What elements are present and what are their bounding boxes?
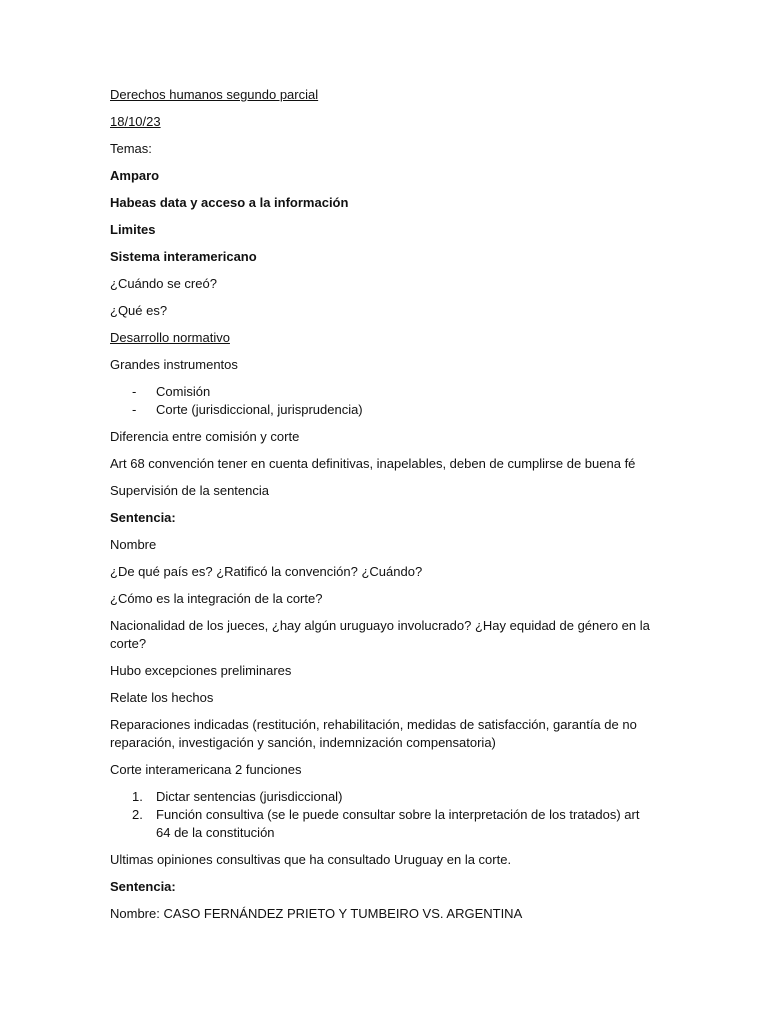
topics-label: Temas: xyxy=(110,141,152,156)
list-number: 2. xyxy=(132,807,143,822)
question-cuando-creo: ¿Cuándo se creó? xyxy=(110,276,217,291)
document-body xyxy=(110,86,655,932)
list-item xyxy=(110,788,655,806)
corte-funciones-line: Corte interamericana 2 funciones xyxy=(110,762,302,777)
funciones-list xyxy=(110,788,655,842)
nombre-caso-line: Nombre: CASO FERNÁNDEZ PRIETO Y TUMBEIRO VS. ARGENTINA xyxy=(110,906,523,921)
document-title: Derechos humanos segundo parcial xyxy=(110,87,319,102)
nombre-line: Nombre xyxy=(110,537,157,552)
question-que-es: ¿Qué es? xyxy=(110,303,168,318)
reparaciones-line: Reparaciones indicadas (restitución, rehabilitación, medidas de satisfacción, garantía de no reparación, investigación y sanción, indemnización compensatoria) xyxy=(110,717,637,750)
topic-sistema-interamericano: Sistema interamericano xyxy=(110,249,257,264)
document-date: 18/10/23 xyxy=(110,114,161,129)
nacionalidad-question: Nacionalidad de los jueces, ¿hay algún uruguayo involucrado? ¿Hay equidad de género en la corte? xyxy=(110,618,650,651)
art68-line: Art 68 convención tener en cuenta definitivas, inapelables, deben de cumplirse de buena fé xyxy=(110,456,636,471)
list-text: Función consultiva (se le puede consultar sobre la interpretación de los tratados) art 64 de la constitución xyxy=(156,807,640,840)
list-item xyxy=(110,806,655,842)
supervision-line: Supervisión de la sentencia xyxy=(110,483,269,498)
list-text: Dictar sentencias (jurisdiccional) xyxy=(156,789,343,804)
list-number: 1. xyxy=(132,789,143,804)
ultimas-line: Ultimas opiniones consultivas que ha consultado Uruguay en la corte. xyxy=(110,852,512,867)
excepciones-line: Hubo excepciones preliminares xyxy=(110,663,292,678)
integracion-question: ¿Cómo es la integración de la corte? xyxy=(110,591,323,606)
topic-limites: Limites xyxy=(110,222,156,237)
diferencia-line: Diferencia entre comisión y corte xyxy=(110,429,300,444)
list-item: - Corte (jurisdiccional, jurisprudencia) xyxy=(110,401,655,419)
sentencia-heading-2: Sentencia: xyxy=(110,879,176,894)
hechos-line: Relate los hechos xyxy=(110,690,214,705)
pais-question: ¿De qué país es? ¿Ratificó la convención? ¿Cuándo? xyxy=(110,564,423,579)
topic-habeas-data: Habeas data y acceso a la información xyxy=(110,195,349,210)
topic-amparo: Amparo xyxy=(110,168,160,183)
list-item: - Comisión xyxy=(110,383,655,401)
sentencia-heading: Sentencia: xyxy=(110,510,176,525)
section-desarrollo-normativo: Desarrollo normativo xyxy=(110,330,230,345)
instrumentos-list xyxy=(110,383,655,419)
grandes-instrumentos: Grandes instrumentos xyxy=(110,357,238,372)
